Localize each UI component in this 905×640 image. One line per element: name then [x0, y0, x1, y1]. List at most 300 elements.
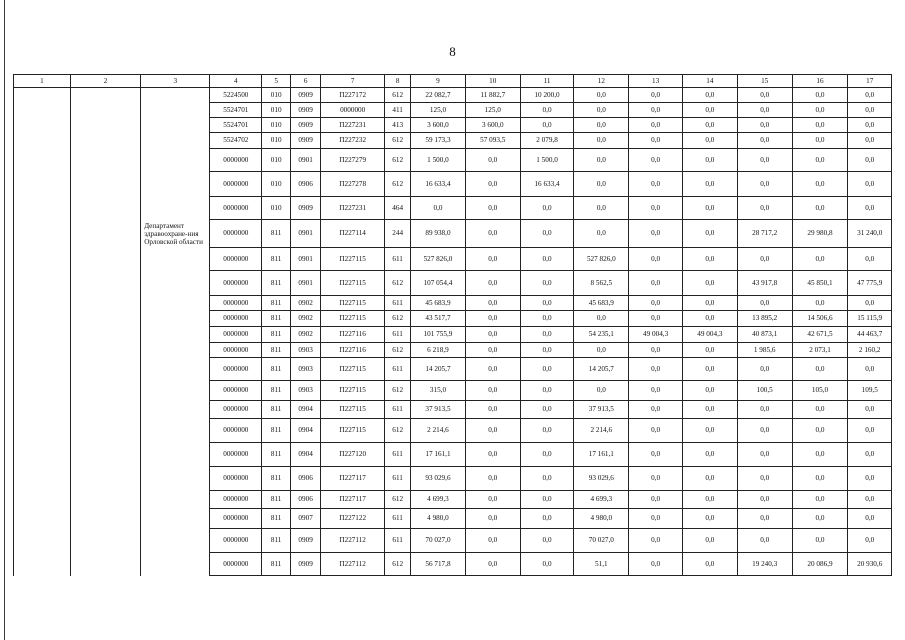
table-cell: 010	[262, 133, 291, 149]
column-header: 13	[629, 75, 683, 88]
column-header: 17	[848, 75, 892, 88]
table-cell: 0,0	[848, 118, 892, 133]
empty-cell	[70, 271, 140, 296]
column-header: 16	[792, 75, 848, 88]
table-cell: 0000000	[210, 381, 262, 401]
table-cell: 10 200,0	[520, 88, 574, 103]
table-cell: П227117	[321, 467, 385, 491]
table-cell: 811	[262, 467, 291, 491]
table-cell: 49 004,3	[629, 327, 683, 343]
table-cell: 0,0	[682, 149, 737, 172]
table-cell: П227115	[321, 311, 385, 327]
table-cell: 0,0	[520, 197, 574, 220]
table-cell: 0,0	[629, 271, 683, 296]
table-cell: 17 161,1	[411, 443, 466, 467]
table-cell: 11 882,7	[465, 88, 520, 103]
table-cell: 0,0	[465, 197, 520, 220]
table-cell: 612	[385, 381, 411, 401]
table-cell: 0,0	[737, 149, 792, 172]
table-cell: П227172	[321, 88, 385, 103]
table-cell: 125,0	[411, 103, 466, 118]
table-cell: 0000000	[210, 271, 262, 296]
empty-cell	[14, 467, 71, 491]
table-cell: 5524701	[210, 103, 262, 118]
table-cell: 0,0	[848, 103, 892, 118]
empty-cell	[70, 381, 140, 401]
table-cell: 0901	[291, 271, 321, 296]
table-cell: 0,0	[629, 149, 683, 172]
empty-cell	[70, 443, 140, 467]
table-cell: 0,0	[792, 103, 848, 118]
table-cell: 0,0	[682, 88, 737, 103]
empty-cell	[70, 529, 140, 553]
table-cell: 0,0	[465, 381, 520, 401]
table-cell: 0,0	[737, 467, 792, 491]
table-cell: 0,0	[629, 401, 683, 419]
table-cell: 0,0	[848, 133, 892, 149]
table-cell: П227232	[321, 133, 385, 149]
table-cell: 0909	[291, 133, 321, 149]
header-row	[14, 75, 892, 88]
column-header: 7	[321, 75, 385, 88]
empty-cell	[70, 103, 140, 118]
empty-cell	[14, 401, 71, 419]
table-cell: 0,0	[465, 296, 520, 311]
empty-cell	[70, 327, 140, 343]
table-cell: 0906	[291, 491, 321, 509]
table-cell: 0,0	[682, 343, 737, 358]
table-cell: 0,0	[682, 220, 737, 248]
table-cell: 611	[385, 358, 411, 381]
empty-cell	[70, 296, 140, 311]
table-cell: 45 683,9	[574, 296, 629, 311]
table-cell: 0,0	[682, 248, 737, 271]
table-cell: 0901	[291, 220, 321, 248]
table-cell: 0,0	[682, 118, 737, 133]
table-cell: 0904	[291, 401, 321, 419]
table-cell: 0,0	[465, 343, 520, 358]
table-cell: 0,0	[629, 311, 683, 327]
table-cell: 612	[385, 149, 411, 172]
table-cell: 811	[262, 327, 291, 343]
empty-cell	[14, 509, 71, 529]
table-cell: 70 027,0	[411, 529, 466, 553]
table-cell: 4 980,0	[411, 509, 466, 529]
table-cell: 45 683,9	[411, 296, 466, 311]
table-cell: 464	[385, 197, 411, 220]
table-cell: 0,0	[682, 491, 737, 509]
empty-cell	[14, 133, 71, 149]
table-cell: 0,0	[629, 491, 683, 509]
empty-cell	[141, 172, 210, 197]
table-cell: 0,0	[629, 443, 683, 467]
table-cell: 0,0	[629, 358, 683, 381]
table-cell: 4 699,3	[411, 491, 466, 509]
table-cell: 0,0	[792, 443, 848, 467]
table-cell: 15 115,9	[848, 311, 892, 327]
table-cell: П227115	[321, 271, 385, 296]
table-cell: 0904	[291, 419, 321, 443]
table-cell: 611	[385, 443, 411, 467]
table-cell: П227116	[321, 343, 385, 358]
table-cell: 0902	[291, 296, 321, 311]
table-cell: 57 093,5	[465, 133, 520, 149]
table-cell: 0,0	[682, 103, 737, 118]
table-cell: 4 980,0	[574, 509, 629, 529]
table-cell: 0909	[291, 88, 321, 103]
table-cell: 0,0	[574, 197, 629, 220]
table-cell: 0,0	[848, 491, 892, 509]
table-cell: 0,0	[520, 327, 574, 343]
table-cell: 0,0	[520, 509, 574, 529]
table-cell: П227231	[321, 118, 385, 133]
column-header: 14	[682, 75, 737, 88]
page-edge-line	[4, 0, 5, 640]
table-cell: 0,0	[848, 509, 892, 529]
table-cell: 0,0	[848, 443, 892, 467]
empty-cell	[14, 358, 71, 381]
table-cell: 14 205,7	[574, 358, 629, 381]
table-cell: 0909	[291, 118, 321, 133]
table-cell: 315,0	[411, 381, 466, 401]
table-cell: 0,0	[682, 401, 737, 419]
table-cell: 0909	[291, 529, 321, 553]
table-cell: 0,0	[792, 118, 848, 133]
table-cell: 0,0	[520, 311, 574, 327]
table-cell: 0000000	[321, 103, 385, 118]
table-cell: 612	[385, 172, 411, 197]
empty-cell	[70, 509, 140, 529]
table-cell: 0,0	[520, 248, 574, 271]
table-cell: 43 517,7	[411, 311, 466, 327]
column-header: 11	[520, 75, 574, 88]
table-cell: 0,0	[848, 197, 892, 220]
empty-cell	[14, 149, 71, 172]
table-cell: 0,0	[629, 133, 683, 149]
table-cell: 93 029,6	[574, 467, 629, 491]
table-cell: 31 240,0	[848, 220, 892, 248]
table-cell: 0,0	[848, 467, 892, 491]
empty-cell	[14, 553, 71, 576]
table-cell: П227115	[321, 401, 385, 419]
table-cell: 0000000	[210, 248, 262, 271]
table-cell: 0,0	[792, 491, 848, 509]
table-cell: 8 562,5	[574, 271, 629, 296]
table-cell: 0,0	[848, 172, 892, 197]
empty-cell	[14, 381, 71, 401]
table-cell: 109,5	[848, 381, 892, 401]
empty-cell	[70, 197, 140, 220]
empty-cell	[14, 197, 71, 220]
table-cell: 0903	[291, 358, 321, 381]
table-cell: 6 218,9	[411, 343, 466, 358]
empty-cell	[70, 401, 140, 419]
table-cell: 17 161,1	[574, 443, 629, 467]
table-cell: 0,0	[629, 343, 683, 358]
table-cell: 0000000	[210, 443, 262, 467]
column-header: 9	[411, 75, 466, 88]
table-row	[14, 118, 892, 133]
department-name: Департамент здравоохране-ния Орловской области	[141, 220, 210, 576]
empty-cell	[14, 443, 71, 467]
table-cell: 49 004,3	[682, 327, 737, 343]
table-cell: 811	[262, 248, 291, 271]
table-cell: 0,0	[520, 553, 574, 576]
table-cell: 0,0	[520, 343, 574, 358]
table-cell: П227116	[321, 327, 385, 343]
table-cell: 5224500	[210, 88, 262, 103]
table-cell: 0,0	[520, 467, 574, 491]
empty-cell	[70, 88, 140, 103]
table-cell: 811	[262, 509, 291, 529]
table-cell: 125,0	[465, 103, 520, 118]
table-cell: 0,0	[629, 529, 683, 553]
table-cell: 2 214,6	[411, 419, 466, 443]
table-cell: 612	[385, 88, 411, 103]
table-cell: 0,0	[792, 133, 848, 149]
table-cell: 0,0	[848, 358, 892, 381]
table-cell: 0,0	[629, 381, 683, 401]
empty-cell	[141, 133, 210, 149]
table-cell: 244	[385, 220, 411, 248]
table-cell: 0,0	[848, 296, 892, 311]
table-cell: 0,0	[574, 88, 629, 103]
table-cell: П227112	[321, 553, 385, 576]
table-cell: 89 938,0	[411, 220, 466, 248]
table-cell: 0000000	[210, 343, 262, 358]
table-cell: 0,0	[465, 491, 520, 509]
table-cell: 0909	[291, 197, 321, 220]
table-cell: 0,0	[520, 491, 574, 509]
table-cell: 0000000	[210, 401, 262, 419]
empty-cell	[14, 248, 71, 271]
table-cell: 0,0	[737, 133, 792, 149]
table-cell: 0902	[291, 311, 321, 327]
table-cell: 0000000	[210, 311, 262, 327]
column-header: 1	[14, 75, 71, 88]
table-cell: 0,0	[465, 419, 520, 443]
table-cell: 0000000	[210, 509, 262, 529]
table-cell: 0906	[291, 172, 321, 197]
table-cell: 105,0	[792, 381, 848, 401]
empty-cell	[70, 553, 140, 576]
table-cell: 0,0	[737, 358, 792, 381]
table-cell: 0,0	[465, 358, 520, 381]
table-cell: 0,0	[520, 103, 574, 118]
empty-cell	[141, 88, 210, 103]
table-cell: 811	[262, 401, 291, 419]
table-cell: 0,0	[792, 529, 848, 553]
table-row	[14, 220, 892, 248]
table-cell: 0,0	[465, 220, 520, 248]
table-cell: 20 930,6	[848, 553, 892, 576]
table-cell: 527 826,0	[574, 248, 629, 271]
table-cell: 0,0	[737, 401, 792, 419]
empty-cell	[70, 358, 140, 381]
table-cell: 811	[262, 529, 291, 553]
table-cell: 42 671,5	[792, 327, 848, 343]
table-cell: 13 895,2	[737, 311, 792, 327]
table-cell: П227278	[321, 172, 385, 197]
table-cell: 0,0	[737, 197, 792, 220]
table-cell: 0,0	[520, 529, 574, 553]
table-cell: 101 755,9	[411, 327, 466, 343]
table-cell: 0,0	[792, 401, 848, 419]
table-cell: 0907	[291, 509, 321, 529]
table-cell: 0,0	[848, 149, 892, 172]
table-cell: 811	[262, 296, 291, 311]
table-cell: 0,0	[465, 509, 520, 529]
table-cell: 0,0	[629, 118, 683, 133]
table-cell: 0,0	[682, 311, 737, 327]
table-cell: 16 633,4	[520, 172, 574, 197]
table-cell: 010	[262, 103, 291, 118]
table-cell: 612	[385, 491, 411, 509]
table-cell: 0,0	[520, 443, 574, 467]
table-cell: 44 463,7	[848, 327, 892, 343]
table-cell: 611	[385, 509, 411, 529]
table-cell: 0000000	[210, 419, 262, 443]
table-cell: 0,0	[465, 443, 520, 467]
table-cell: 0,0	[737, 509, 792, 529]
column-header: 10	[465, 75, 520, 88]
table-cell: 0,0	[792, 467, 848, 491]
table-cell: 0901	[291, 149, 321, 172]
table-cell: 1 500,0	[411, 149, 466, 172]
table-cell: 0,0	[682, 443, 737, 467]
empty-cell	[70, 149, 140, 172]
empty-cell	[70, 220, 140, 248]
table-cell: 0,0	[629, 172, 683, 197]
column-header: 4	[210, 75, 262, 88]
table-cell: 70 027,0	[574, 529, 629, 553]
column-header: 8	[385, 75, 411, 88]
table-cell: 010	[262, 88, 291, 103]
table-cell: 0000000	[210, 553, 262, 576]
table-cell: 0,0	[792, 419, 848, 443]
table-cell: 0,0	[520, 118, 574, 133]
table-cell: 43 917,8	[737, 271, 792, 296]
table-cell: 2 079,8	[520, 133, 574, 149]
table-cell: 20 086,9	[792, 553, 848, 576]
table-cell: 3 600,0	[465, 118, 520, 133]
table-cell: 0000000	[210, 491, 262, 509]
table-cell: П227122	[321, 509, 385, 529]
table-cell: 37 913,5	[574, 401, 629, 419]
table-cell: 0,0	[520, 381, 574, 401]
empty-cell	[14, 103, 71, 118]
table-cell: П227120	[321, 443, 385, 467]
table-cell: П227115	[321, 381, 385, 401]
table-cell: 0,0	[682, 296, 737, 311]
table-cell: П227114	[321, 220, 385, 248]
table-cell: 47 775,9	[848, 271, 892, 296]
table-row	[14, 172, 892, 197]
table-cell: 0,0	[629, 88, 683, 103]
empty-cell	[14, 88, 71, 103]
table-cell: 0,0	[520, 296, 574, 311]
table-cell: 0,0	[737, 118, 792, 133]
table-cell: 612	[385, 419, 411, 443]
table-cell: 612	[385, 553, 411, 576]
table-cell: 4 699,3	[574, 491, 629, 509]
table-cell: 611	[385, 401, 411, 419]
table-cell: 611	[385, 529, 411, 553]
table-cell: 010	[262, 118, 291, 133]
table-cell: 0,0	[465, 271, 520, 296]
table-cell: 0,0	[848, 419, 892, 443]
table-cell: 45 850,1	[792, 271, 848, 296]
table-cell: 5524701	[210, 118, 262, 133]
budget-table	[13, 74, 892, 576]
table-cell: 0,0	[629, 419, 683, 443]
table-cell: 0,0	[520, 401, 574, 419]
column-header: 15	[737, 75, 792, 88]
table-cell: 0,0	[848, 248, 892, 271]
table-cell: 0,0	[737, 443, 792, 467]
table-cell: 0,0	[629, 467, 683, 491]
table-cell: 612	[385, 311, 411, 327]
table-cell: 0909	[291, 103, 321, 118]
table-cell: 811	[262, 358, 291, 381]
empty-cell	[70, 343, 140, 358]
empty-cell	[14, 419, 71, 443]
table-cell: 0,0	[737, 103, 792, 118]
table-cell: 0000000	[210, 358, 262, 381]
table-cell: 0904	[291, 443, 321, 467]
table-cell: 0,0	[574, 118, 629, 133]
empty-cell	[141, 149, 210, 172]
empty-cell	[14, 296, 71, 311]
table-cell: 411	[385, 103, 411, 118]
table-cell: 811	[262, 443, 291, 467]
table-cell: 2 073,1	[792, 343, 848, 358]
empty-cell	[70, 133, 140, 149]
table-row	[14, 197, 892, 220]
table-cell: 413	[385, 118, 411, 133]
table-cell: 010	[262, 197, 291, 220]
table-cell: 100,5	[737, 381, 792, 401]
table-cell: 0000000	[210, 529, 262, 553]
table-cell: 0,0	[737, 529, 792, 553]
table-cell: 59 173,3	[411, 133, 466, 149]
table-cell: 0000000	[210, 149, 262, 172]
table-cell: 0906	[291, 467, 321, 491]
table-cell: 0,0	[465, 248, 520, 271]
table-cell: 0,0	[737, 172, 792, 197]
empty-cell	[14, 118, 71, 133]
table-cell: 51,1	[574, 553, 629, 576]
column-header: 5	[262, 75, 291, 88]
table-cell: 1 985,6	[737, 343, 792, 358]
table-cell: 0,0	[629, 220, 683, 248]
table-cell: 0,0	[682, 509, 737, 529]
table-cell: 0,0	[411, 197, 466, 220]
table-cell: 0,0	[737, 296, 792, 311]
table-cell: 0,0	[682, 553, 737, 576]
table-cell: 28 717,2	[737, 220, 792, 248]
table-row	[14, 103, 892, 118]
table-cell: 527 826,0	[411, 248, 466, 271]
table-cell: 0,0	[792, 197, 848, 220]
table-cell: 5524702	[210, 133, 262, 149]
table-cell: 0,0	[574, 220, 629, 248]
table-cell: 14 205,7	[411, 358, 466, 381]
table-cell: П227115	[321, 358, 385, 381]
table-cell: 0000000	[210, 220, 262, 248]
table-cell: 811	[262, 311, 291, 327]
table-cell: 2 160,2	[848, 343, 892, 358]
